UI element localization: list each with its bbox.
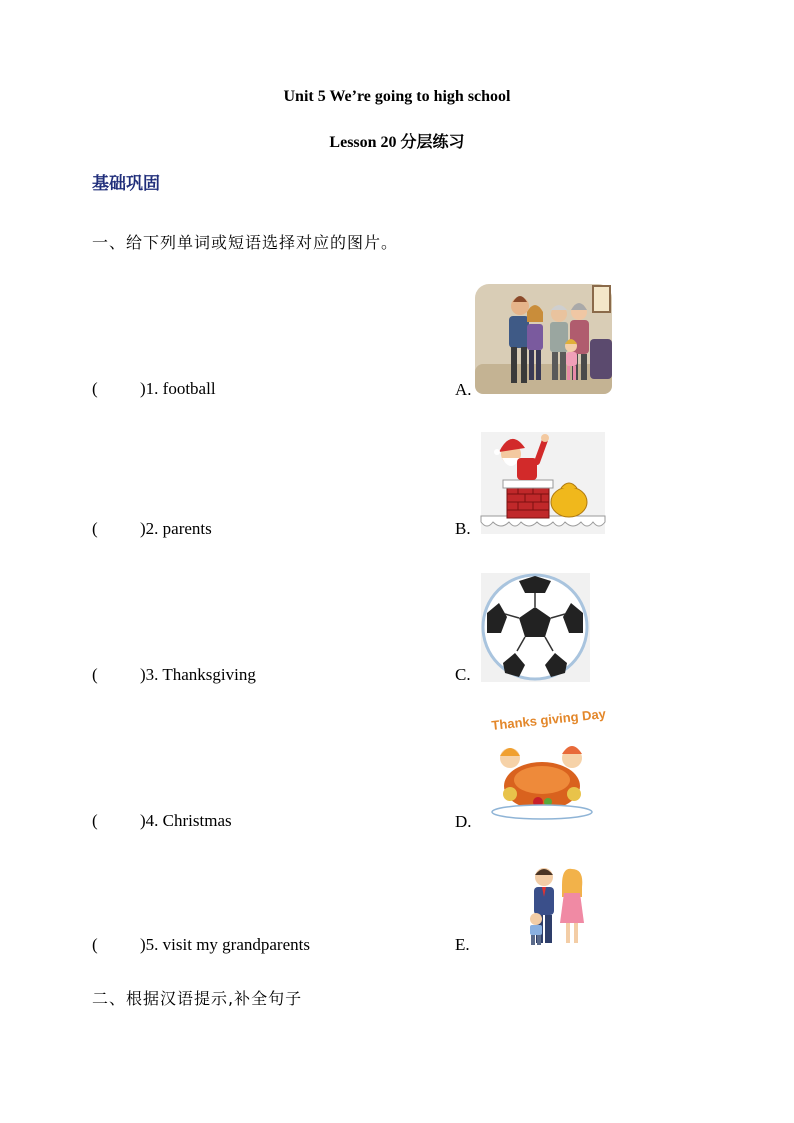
santa-chimney-picture [481,432,605,534]
option-b-label: B. [455,519,471,538]
question-1: ( )1. football [92,379,216,398]
lesson-title: Lesson 20 分层练习 [329,134,465,151]
thanksgiving-day-picture [488,706,607,826]
option-e-label: E. [455,935,470,954]
option-d-label: D. [455,812,472,831]
section-heading: 基础巩固 [92,174,160,194]
part1-instruction: 一、给下列单词或短语选择对应的图片。 [92,233,399,252]
soccer-ball-picture [481,573,590,682]
part2-instruction: 二、根据汉语提示,补全句子 [92,989,303,1008]
thanksgiving-caption: Thanks giving Day [490,706,607,733]
question-4: ( )4. Christmas [92,811,232,830]
question-2: ( )2. parents [92,519,212,538]
option-c-label: C. [455,665,471,684]
family-gathering-picture [475,284,612,394]
question-3: ( )3. Thanksgiving [92,665,256,684]
unit-title: Unit 5 We’re going to high school [283,88,511,105]
parents-child-picture [524,865,594,947]
option-a-label: A. [455,380,472,399]
question-5: ( )5. visit my grandparents [92,935,310,954]
